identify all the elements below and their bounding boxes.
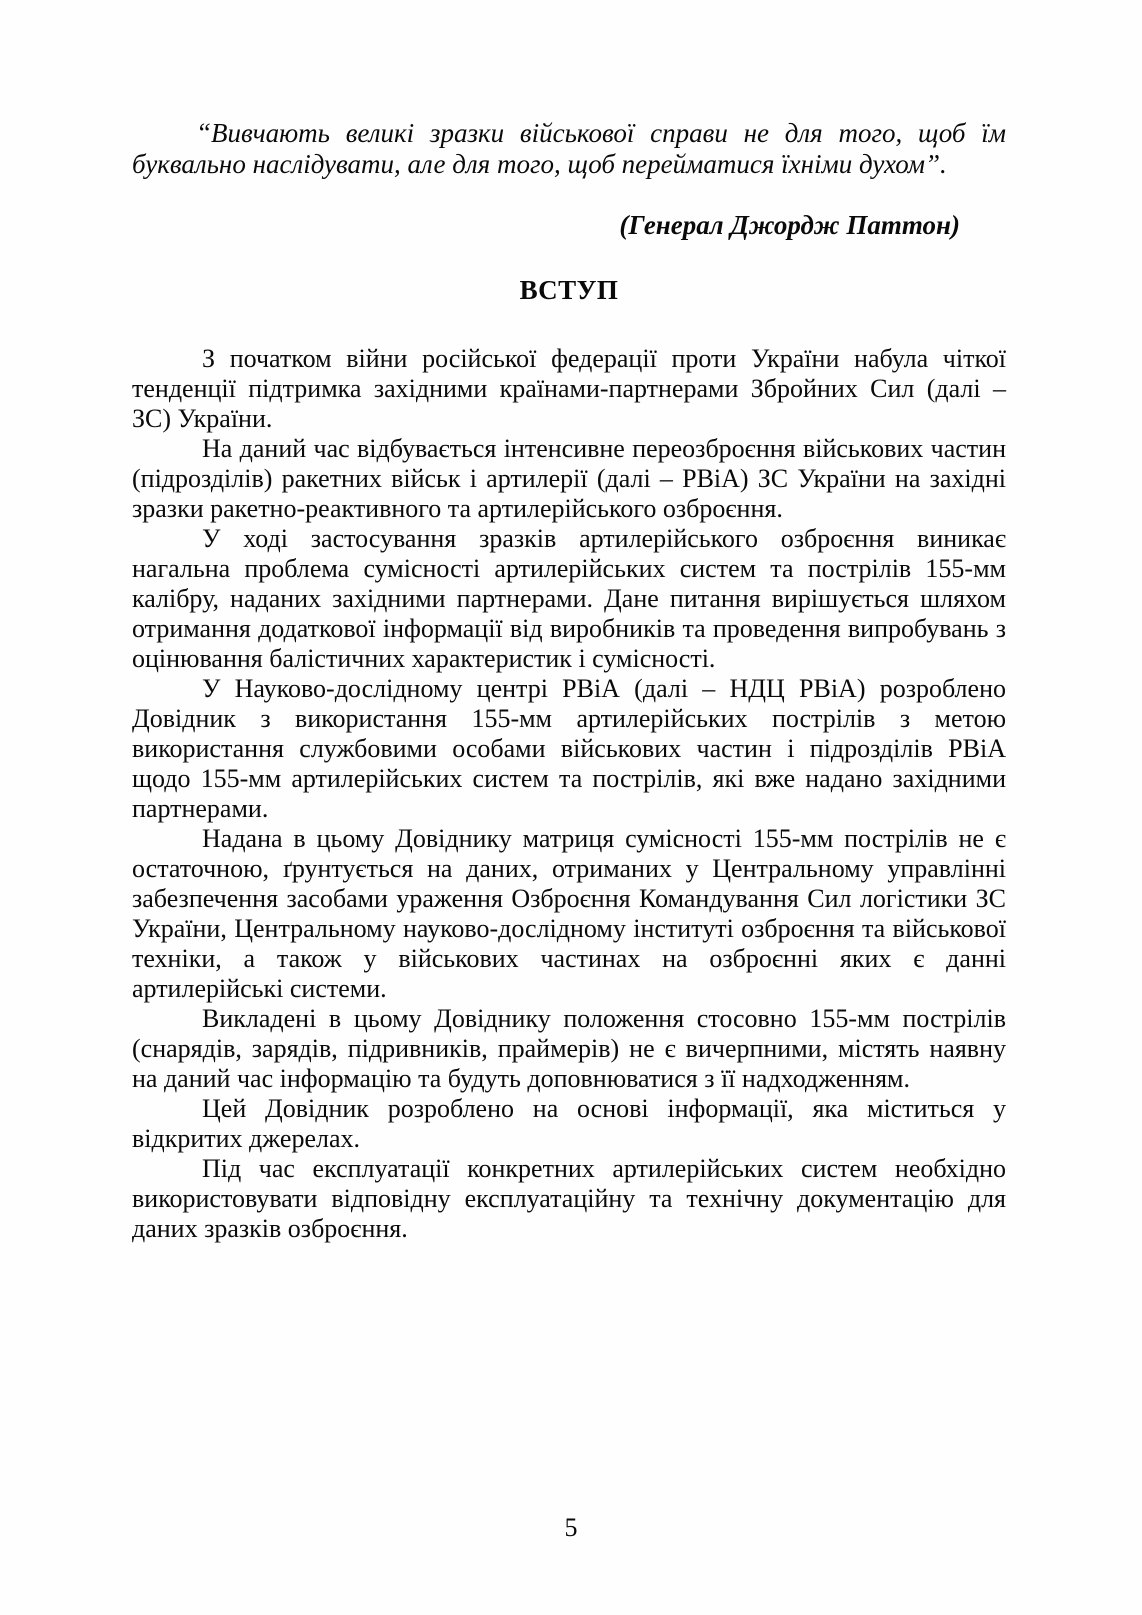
paragraph: У Науково-дослідному центрі РВіА (далі – НДЦ РВіА) розроблено Довідник з використання 155-мм артилерійських пострілів з метою використання службовими особами військових частин і підрозділів РВіА щодо 155-мм артилерійських систем та пострілів, які вже надано західними партнерами. [132,674,1006,823]
epigraph-quote: “Вивчають великі зразки військової справи не для того, щоб їм буквально наслідувати, але для того, щоб перейматися їхніми духом”. [132,118,1006,179]
paragraph: Надана в цьому Довіднику матриця сумісності 155-мм пострілів не є остаточною, ґрунтується на даних, отриманих у Центральному управлінні забезпечення засобами ураження Озброєння Командування Сил логістики ЗС України, Центральному науково-дослідному інституті озброєння та військової техніки, а також у військових частинах на озброєнні яких є данні артилерійські системи. [132,824,1006,1003]
paragraph: Під час експлуатації конкретних артилерійських систем необхідно використовувати відповідну експлуатаційну та технічну документацію для даних зразків озброєння. [132,1154,1006,1243]
paragraph: З початком війни російської федерації проти України набула чіткої тенденції підтримка західними країнами-партнерами Збройних Сил (далі – ЗС) України. [132,344,1006,433]
section-heading: ВСТУП [519,275,619,305]
paragraph: Викладені в цьому Довіднику положення стосовно 155-мм пострілів (снарядів, зарядів, підривників, праймерів) не є вичерпними, містять наявну на даний час інформацію та будуть доповнюватися з її надходженням. [132,1004,1006,1093]
paragraph: Цей Довідник розроблено на основі інформації, яка міститься у відкритих джерелах. [132,1094,1006,1153]
paragraph: На даний час відбувається інтенсивне переозброєння військових частин (підрозділів) ракетних військ і артилерії (далі – РВіА) ЗС України на західні зразки ракетно-реактивного та артилерійського озброєння. [132,434,1006,523]
paragraph: У ході застосування зразків артилерійського озброєння виникає нагальна проблема сумісності артилерійських систем та пострілів 155-мм калібру, наданих західними партнерами. Дане питання вирішується шляхом отримання додаткової інформації від виробників та проведення випробувань з оцінювання балістичних характеристик і сумісності. [132,524,1006,673]
epigraph-attribution: (Генерал Джордж Паттон) [619,210,960,240]
body-paragraphs [132,344,1006,1244]
page-number: 5 [564,1513,578,1542]
